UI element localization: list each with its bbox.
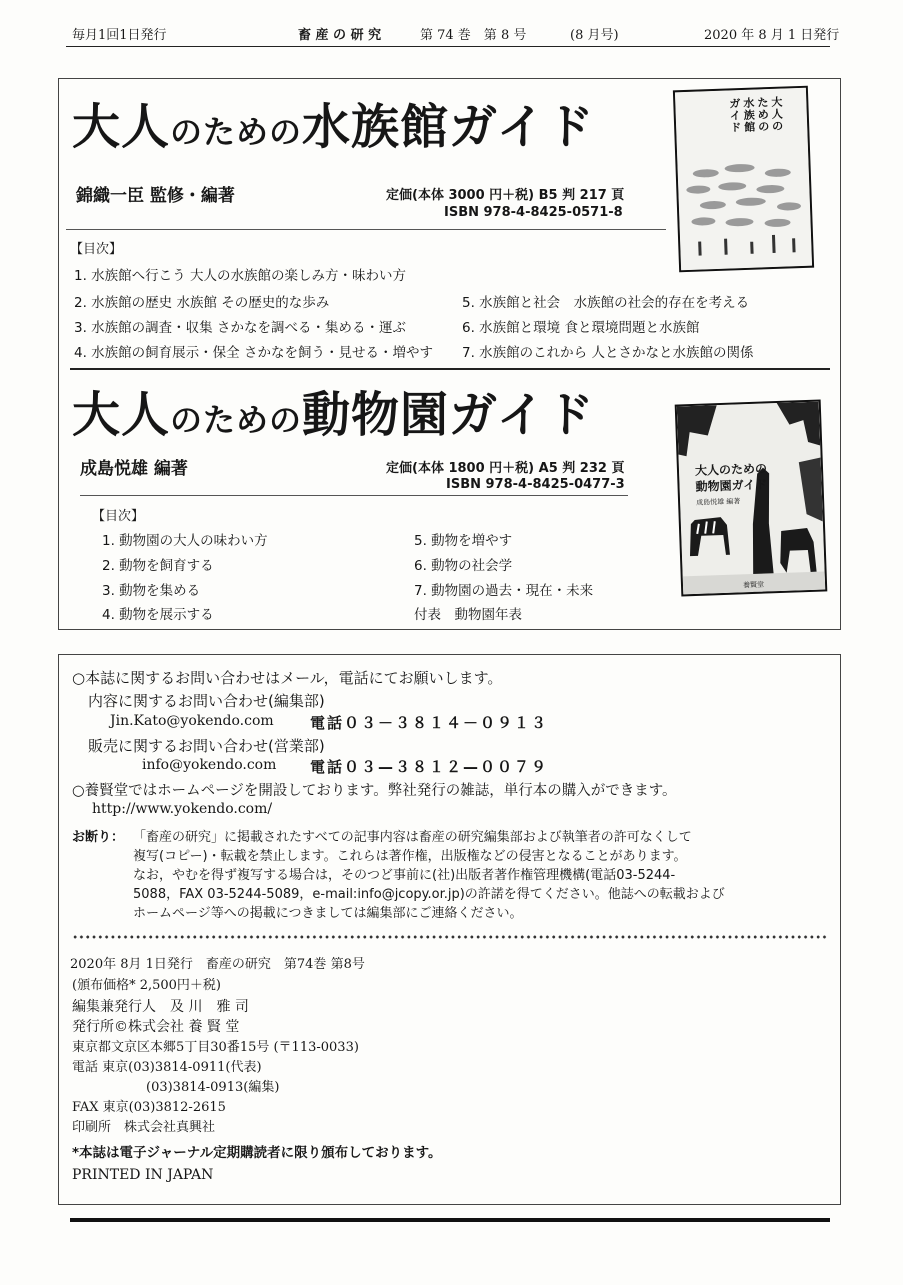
book1-cover-title: 大人の (771, 95, 784, 133)
colophon-line: FAX 東京(03)3812-2615 (72, 1100, 226, 1115)
contact-edit-email[interactable]: Jin.Kato@yokendo.com (110, 713, 274, 729)
contact-intro: ○本誌に関するお問い合わせはメール，電話にてお願いします。 (72, 669, 503, 687)
book1-toc-heading: 【目次】 (70, 242, 123, 257)
star-divider (72, 934, 827, 940)
book2-toc-item: 1. 動物園の大人の味わい方 (102, 533, 268, 549)
book2-isbn: ISBN 978-4-8425-0477-3 (446, 477, 625, 492)
book1-isbn: ISBN 978-4-8425-0571-8 (444, 205, 623, 220)
colophon-line: 電話 東京(03)3814-0911(代表) (72, 1060, 262, 1075)
header-volume: 第 74 巻 第 8 号 (420, 28, 527, 43)
colophon-line: 印刷所 株式会社真興社 (72, 1120, 216, 1135)
notice-line: なお，やむを得ず複写する場合は，そのつど事前に(社)出版者著作権管理機構(電話03-5244- (133, 868, 676, 883)
book2-price: 定価(本体 1800 円＋税) A5 判 232 頁 (386, 461, 625, 476)
book1-cover-title: ための (757, 96, 770, 134)
notice-line: 5088，FAX 03-5244-5089，e-mail:info@jcopy.or.jp)の許諾を得てください。他誌への転載および (133, 887, 725, 902)
book2-toc-item: 3. 動物を集める (102, 583, 201, 599)
book1-title-part-b: のための (170, 113, 303, 151)
colophon-line: 2020年 8月 1日発行 畜産の研究 第74巻 第8号 (70, 957, 365, 972)
notice-line: 「畜産の研究」に掲載されたすべての記事内容は畜産の研究編集部および執筆者の許可なくして (133, 830, 692, 845)
contact-homepage: ○養賢堂ではホームページを開設しております。弊社発行の雑誌，単行本の購入ができます。 (72, 783, 677, 799)
book1-toc-item: 5. 水族館と社会 水族館の社会的存在を考える (462, 295, 750, 311)
book1-toc-item: 6. 水族館と環境 食と環境問題と水族館 (462, 320, 700, 336)
book2-title-part-c: 動物園ガイド (302, 387, 595, 443)
colophon-line: (03)3814-0913(編集) (146, 1080, 280, 1095)
printed-in-japan: PRINTED IN JAPAN (72, 1167, 214, 1183)
book1-cover-title: 水族館 (743, 96, 756, 134)
header-left: 毎月1回1日発行 (72, 28, 167, 43)
contact-sales-email[interactable]: info@yokendo.com (142, 757, 277, 773)
header-journal: 畜 産 の 研 究 (298, 28, 382, 43)
book2-toc-item: 5. 動物を増やす (414, 533, 513, 549)
book2-title-part-a: 大人 (72, 387, 171, 443)
colophon-line: 東京都文京区本郷5丁目30番15号 (〒113-0033) (72, 1040, 359, 1055)
book1-toc-item: 1. 水族館へ行こう 大人の水族館の楽しみ方・味わい方 (74, 268, 406, 284)
header-month: (8 月号) (570, 28, 619, 43)
notice-line: ホームページ等への掲載につきましては編集部にご連絡ください。 (133, 906, 523, 921)
book2-title (72, 376, 595, 445)
bottom-rule (70, 1218, 830, 1222)
book1-cover-title: ガイド (729, 97, 742, 135)
contact-sales-phone: 電話０３—３８１２—００７９ (310, 758, 549, 776)
notice-line: 複写(コピー)・転載を禁止します。これらは著作権，出版権などの侵害となることがあります。 (133, 849, 687, 864)
book2-toc-item: 4. 動物を展示する (102, 607, 214, 623)
book1-title-part-a: 大人 (72, 99, 171, 155)
colophon-line: 編集兼発行人 及 川 雅 司 (72, 999, 249, 1015)
book2-cover-publisher: 養賢堂 (742, 580, 765, 590)
book2-cover-title-line2: 動物園ガイド (695, 477, 768, 494)
notice-label: お断り： (72, 830, 125, 845)
colophon-line: (頒布価格* 2,500円＋税) (72, 978, 221, 993)
book1-title-part-c: 水族館ガイド (302, 99, 595, 155)
book2-cover-title-line1: 大人のための (694, 461, 768, 478)
book2-toc-item: 付表 動物園年表 (414, 607, 522, 623)
book1-title (72, 88, 595, 157)
book1-toc-item: 7. 水族館のこれから 人とさかなと水族館の関係 (462, 345, 754, 361)
book1-toc-item: 2. 水族館の歴史 水族館 その歴史的な歩み (74, 295, 330, 311)
subscription-note: *本誌は電子ジャーナル定期購読者に限り頒布しております。 (72, 1145, 442, 1161)
book1-toc-item: 3. 水族館の調査・収集 さかなを調べる・集める・運ぶ (74, 320, 406, 336)
book2-divider (80, 495, 628, 496)
book2-cover-image (675, 400, 828, 597)
book1-price: 定価(本体 3000 円＋税) B5 判 217 頁 (386, 188, 625, 203)
book2-title-part-b: のための (170, 401, 303, 439)
notice-body (133, 828, 725, 923)
contact-edit-label: 内容に関するお問い合わせ(編集部) (88, 692, 325, 710)
book2-toc-item: 6. 動物の社会学 (414, 558, 513, 574)
contact-sales-label: 販売に関するお問い合わせ(営業部) (88, 737, 325, 755)
book-separator (70, 368, 830, 370)
book2-author: 成島悦雄 編著 (80, 459, 188, 479)
header-right: 2020 年 8 月 1 日発行 (704, 28, 840, 43)
book1-author: 錦織一臣 監修・編著 (76, 186, 235, 206)
book2-toc-heading: 【目次】 (92, 509, 145, 524)
book2-toc-item: 7. 動物園の過去・現在・未来 (414, 583, 594, 599)
colophon-line: 発行所©株式会社 養 賢 堂 (72, 1019, 240, 1035)
book1-cover-image (673, 86, 814, 273)
book1-divider (66, 229, 666, 230)
book2-toc-item: 2. 動物を飼育する (102, 558, 214, 574)
contact-edit-phone: 電話０３－３８１４－０９１３ (310, 714, 549, 732)
header-rule (66, 46, 830, 47)
homepage-link[interactable]: http://www.yokendo.com/ (92, 801, 273, 817)
book1-toc-item: 4. 水族館の飼育展示・保全 さかなを飼う・見せる・増やす (74, 345, 433, 361)
book2-cover-author: 成島悦雄 編著 (695, 497, 741, 507)
